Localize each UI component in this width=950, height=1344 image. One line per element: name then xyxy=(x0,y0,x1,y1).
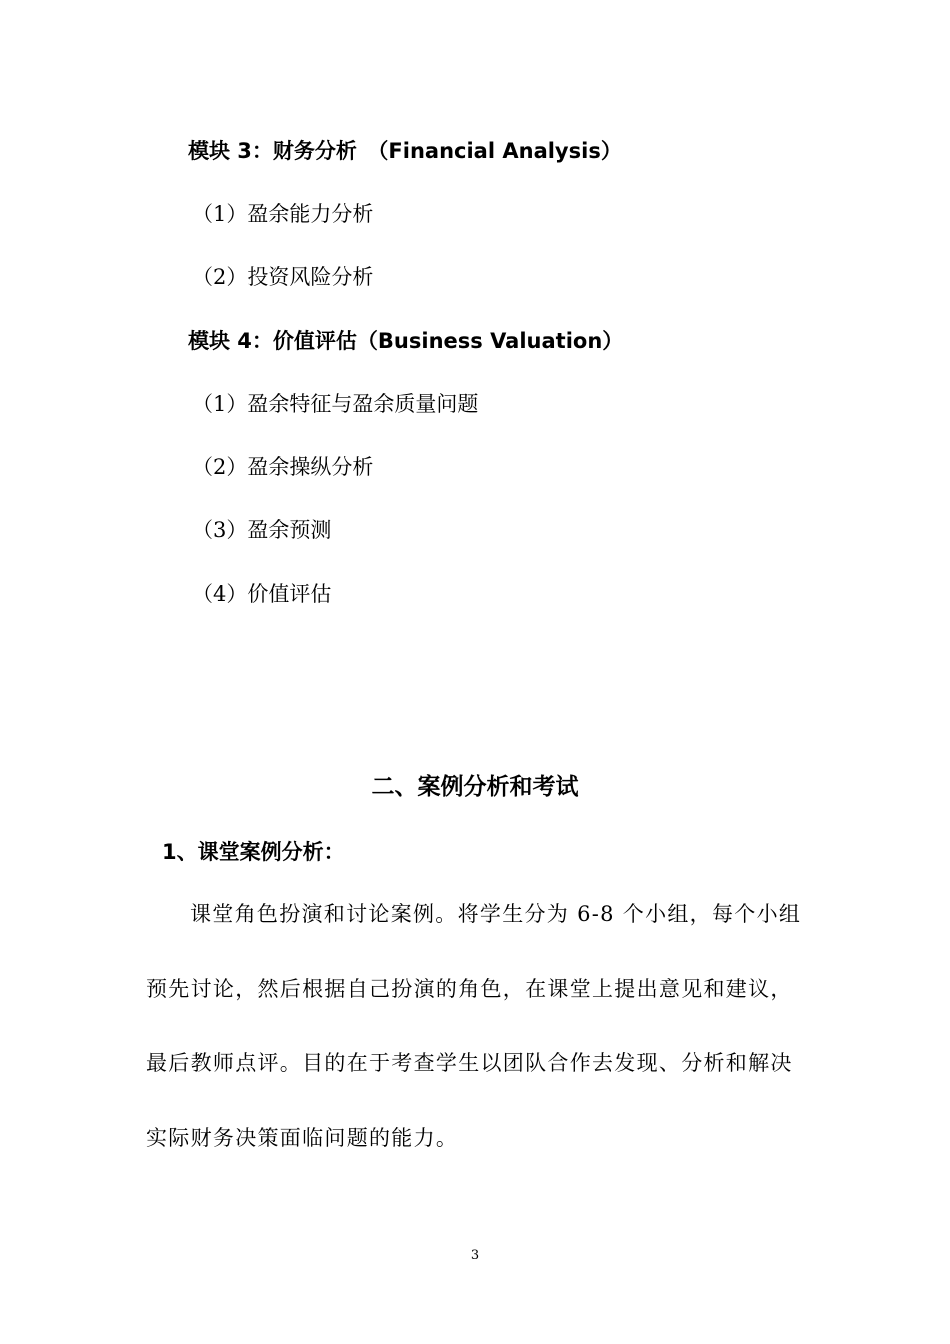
module-4-item-1: （1）盈余特征与盈余质量问题 xyxy=(192,392,479,416)
module-4-item-4: （4）价值评估 xyxy=(192,582,332,606)
paragraph-line-4: 实际财务决策面临问题的能力。 xyxy=(146,1126,459,1150)
paragraph-line-1: 课堂角色扮演和讨论案例。将学生分为 6-8 个小组，每个小组 xyxy=(190,902,802,926)
module-3-item-1: （1）盈余能力分析 xyxy=(192,202,374,226)
page-number: 3 xyxy=(470,1248,480,1263)
section-heading: 二、案例分析和考试 xyxy=(371,774,579,800)
module-3-title: 模块 3：财务分析 （Financial Analysis） xyxy=(188,139,622,163)
module-3-item-2: （2）投资风险分析 xyxy=(192,265,374,289)
section-subheading: 1、课堂案例分析： xyxy=(162,840,345,864)
paragraph-line-2: 预先讨论，然后根据自己扮演的角色，在课堂上提出意见和建议， xyxy=(146,977,793,1001)
paragraph-line-3: 最后教师点评。目的在于考查学生以团队合作去发现、分析和解决 xyxy=(146,1051,793,1075)
module-4-item-3: （3）盈余预测 xyxy=(192,518,332,542)
module-4-item-2: （2）盈余操纵分析 xyxy=(192,455,374,479)
module-4-title: 模块 4：价值评估（Business Valuation） xyxy=(188,329,624,353)
